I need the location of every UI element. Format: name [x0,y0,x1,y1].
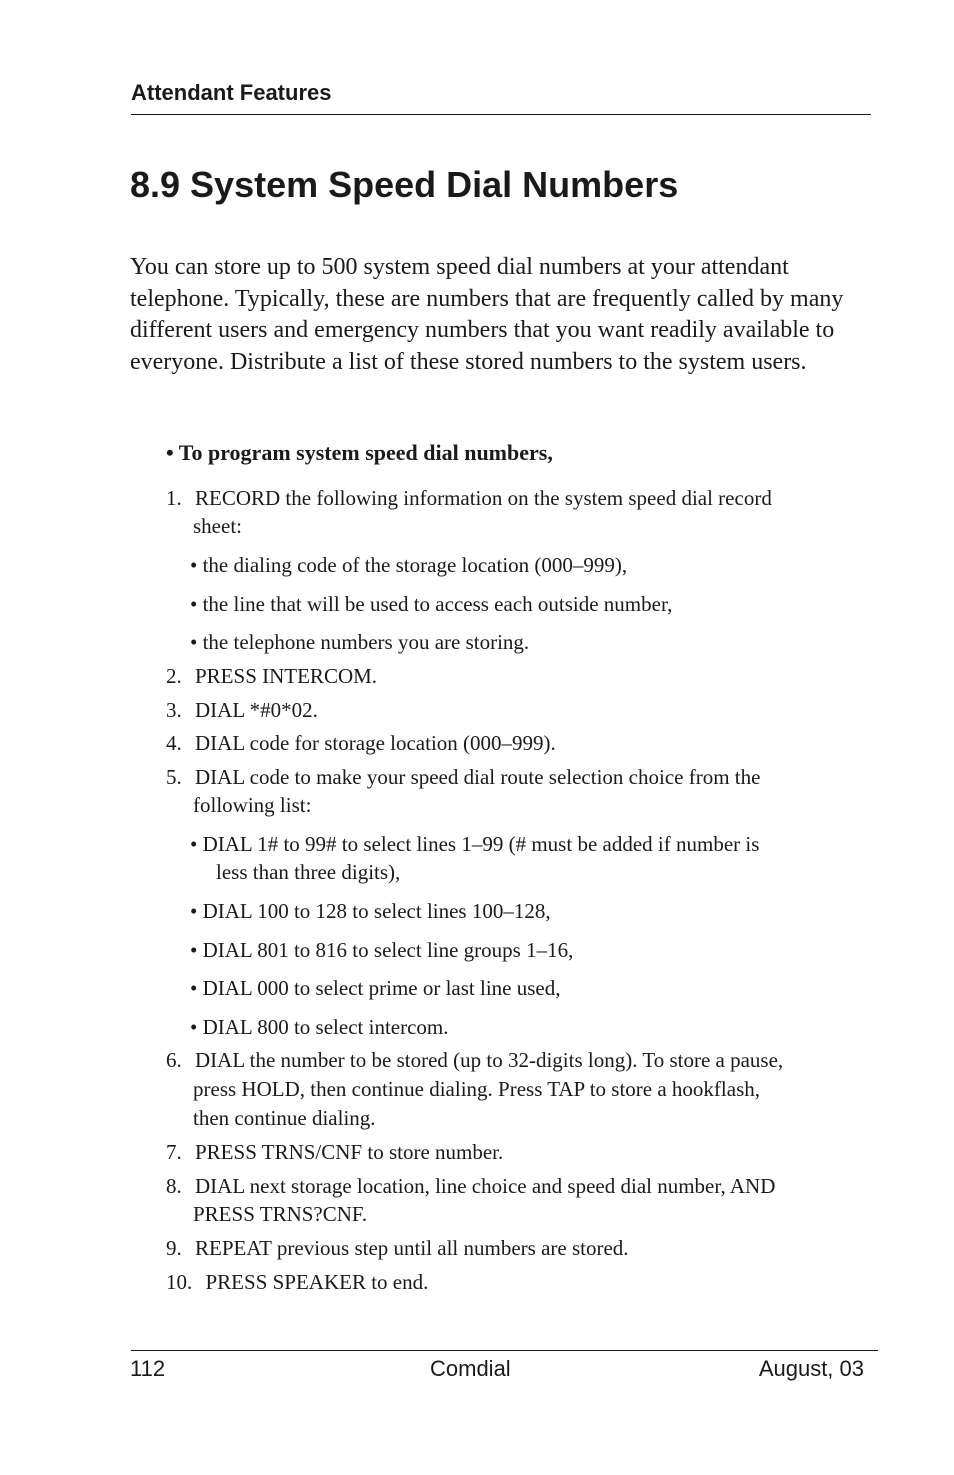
step-5-bullet: • DIAL 801 to 816 to select line groups 1–16, [190,938,574,962]
step-6-continued: then continue dialing. [193,1106,376,1130]
step-text: DIAL *#0*02. [195,698,318,722]
step-5-bullet: • DIAL 1# to 99# to select lines 1–99 (# must be added if number is [190,832,760,856]
step-1-continued: sheet: [193,514,242,538]
step-5-bullet: • DIAL 800 to select intercom. [190,1015,449,1039]
step-6-continued: press HOLD, then continue dialing. Press TAP to store a hookflash, [193,1077,760,1101]
footer-date: August, 03 [758,1356,864,1381]
step-text: PRESS INTERCOM. [195,664,378,688]
step-text: DIAL the number to be stored (up to 32-digits long). To store a pause, [195,1048,784,1072]
step-number: 9. [166,1236,182,1260]
step-number: 1. [166,486,182,510]
step-number: 7. [166,1140,182,1164]
step-1-bullet: • the telephone numbers you are storing. [190,630,530,654]
step-5 [166,763,760,791]
step-text: DIAL code to make your speed dial route selection choice from the [195,765,761,789]
procedure-heading: • To program system speed dial numbers, [166,440,553,465]
step-text: PRESS TRNS/CNF to store number. [195,1140,504,1164]
step-7 [166,1138,503,1166]
step-text: DIAL next storage location, line choice and speed dial number, AND [195,1174,776,1198]
step-number: 3. [166,698,182,722]
step-number: 5. [166,765,182,789]
step-2 [166,662,377,690]
step-number: 2. [166,664,182,688]
step-text: RECORD the following information on the system speed dial record [195,486,772,510]
step-number: 6. [166,1048,182,1072]
header-rule [131,114,871,115]
page-number: 112 [130,1356,166,1381]
step-6 [166,1046,783,1074]
step-5-bullet: • DIAL 000 to select prime or last line used, [190,976,561,1000]
step-text: DIAL code for storage location (000–999). [195,731,556,755]
running-header: Attendant Features [131,80,332,105]
step-3 [166,696,318,724]
step-10 [166,1268,428,1296]
step-number: 10. [166,1270,193,1294]
intro-paragraph: You can store up to 500 system speed dial numbers at your attendant telephone. Typically, these are numbers that are frequently called by many different users and emergency numbers that you want readily available to everyone. Distribute a list of these stored numbers to the system users. [130,254,844,375]
step-8 [166,1172,775,1200]
step-5-continued: following list: [193,793,312,817]
step-4 [166,729,556,757]
step-5-bullet: • DIAL 100 to 128 to select lines 100–128, [190,899,551,923]
step-5-bullet-continued: less than three digits), [216,860,401,884]
step-8-continued: PRESS TRNS?CNF. [193,1202,368,1226]
step-1-bullet: • the line that will be used to access each outside number, [190,592,673,616]
section-title: 8.9 System Speed Dial Numbers [130,164,679,205]
step-1 [166,484,772,512]
step-1-bullet: • the dialing code of the storage location (000–999), [190,553,628,577]
footer-publisher: Comdial [430,1356,511,1381]
step-text: PRESS SPEAKER to end. [205,1270,429,1294]
step-9 [166,1234,629,1262]
step-number: 4. [166,731,182,755]
step-text: REPEAT previous step until all numbers are stored. [195,1236,629,1260]
step-number: 8. [166,1174,182,1198]
footer-rule [131,1350,878,1351]
